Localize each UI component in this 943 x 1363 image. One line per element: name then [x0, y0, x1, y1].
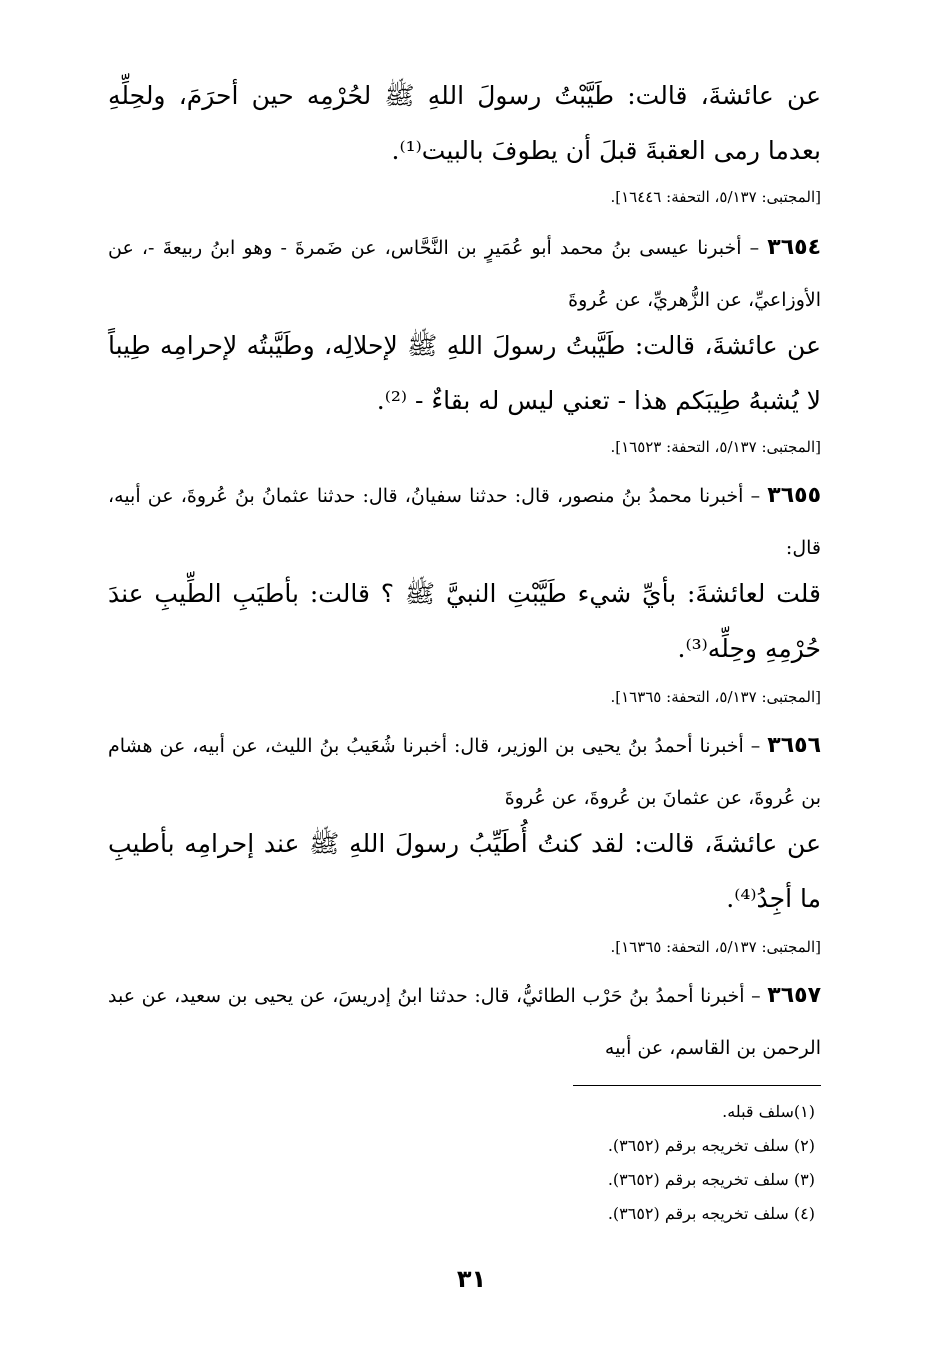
hadith-text: عن عائشةَ، قالت: لقد كنتُ أُطَيِّبُ رسولَ اللهِ ﷺ عند إحرامِه بأطيبِ ما أجِدُ⁽⁴⁾. — [108, 829, 821, 913]
footnote: (٢) سلف تخريجه برقم (٣٦٥٢). — [607, 1136, 815, 1155]
hadith-chain — [108, 720, 821, 824]
hadith-number: ٣٦٥٥ — [767, 483, 821, 508]
hadith-reference: [المجتبى: ٥/١٣٧، التحفة: ١٦٤٤٦]. — [610, 188, 821, 206]
hadith-chain — [108, 970, 821, 1074]
hadith-chain — [108, 222, 821, 326]
hadith-number: ٣٦٥٧ — [767, 983, 821, 1008]
page-number: ٣١ — [456, 1265, 487, 1293]
hadith-reference: [المجتبى: ٥/١٣٧، التحفة: ١٦٥٢٣]. — [610, 438, 821, 456]
footnote: (٣) سلف تخريجه برقم (٣٦٥٢). — [607, 1170, 815, 1189]
hadith-number: ٣٦٥٦ — [767, 733, 821, 758]
hadith-text: قلت لعائشةَ: بأيِّ شيء طَيَّبْتِ النبيَّ ﷺ ؟ قالت: بأطيَبِ الطِّيبِ عندَ حُرْمِهِ وحِلِّه⁽³⁾. — [108, 579, 821, 663]
hadith-chain-text: – أخبرنا محمدُ بنُ منصور، قال: حدثنا سفيانُ، قال: حدثنا عثمانُ بنُ عُروةَ، عن أبيه، قال: — [108, 485, 821, 559]
footnote: (١)سلف قبله. — [722, 1102, 815, 1121]
hadith-text: عن عائشةَ، قالت: طَيَّبتُ رسولَ اللهِ ﷺ لإحلالِه، وطَيَّبتُه لإحرامِه طِيباً لا يُشبهُ طِيبَكم هذا - تعني ليس له بقاءٌ - ⁽²⁾. — [108, 331, 821, 415]
footnotes — [315, 1095, 815, 1231]
hadith-chain — [108, 470, 821, 574]
hadith-chain-text: – أخبرنا عيسى بنُ محمد أبو عُمَيرٍ بن النَّحَّاس، عن ضَمرةَ - وهو ابنُ ربيعةَ -، عن الأوزاعيِّ، عن الزُّهريِّ، عن عُروةَ — [108, 237, 821, 311]
footnote: (٤) سلف تخريجه برقم (٣٦٥٢). — [607, 1204, 815, 1223]
hadith-text: عن عائشةَ، قالت: طَيَّبْتُ رسولَ اللهِ ﷺ لحُرْمِه حين أحرَمَ، ولحِلِّهِ بعدما رمى العقبةَ قبلَ أن يطوفَ بالبيت⁽¹⁾. — [108, 81, 821, 165]
hadith-chain-text: – أخبرنا أحمدُ بنُ حَرْب الطائيُّ، قال: حدثنا ابنُ إدريسَ، عن يحيى بن سعيد، عن عبد الرحمن بن القاسم، عن أبيه — [108, 985, 821, 1059]
hadith-number: ٣٦٥٤ — [767, 235, 821, 260]
hadith-reference: [المجتبى: ٥/١٣٧، التحفة: ١٦٣٦٥]. — [610, 938, 821, 956]
hadith-reference: [المجتبى: ٥/١٣٧، التحفة: ١٦٣٦٥]. — [610, 688, 821, 706]
hadith-chain-text: – أخبرنا أحمدُ بنُ يحيى بن الوزير، قال: أخبرنا شُعَيبُ بنُ الليث، عن أبيه، عن هشام بن عُروةَ، عن عثمانَ بن عُروةَ، عن عُروةَ — [108, 735, 821, 809]
footnote-divider — [573, 1085, 821, 1086]
